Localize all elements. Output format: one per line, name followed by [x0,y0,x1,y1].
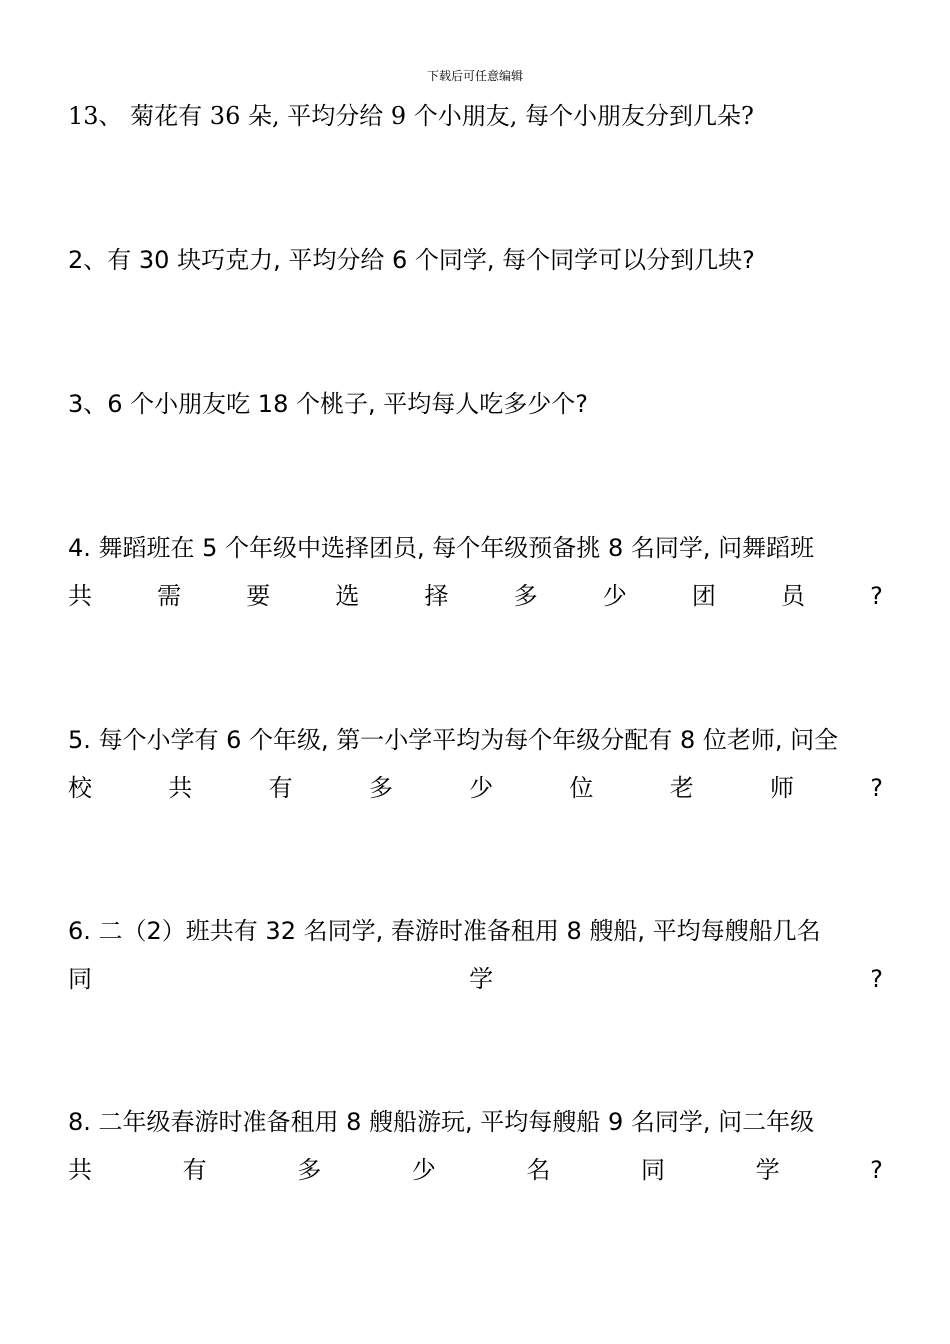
char: 同 [640,1156,665,1184]
char: 共 [68,582,92,610]
problem-13 [68,100,883,132]
char: 多 [297,1156,322,1184]
problem-text: 5. 每个小学有 6 个年级, 第一小学平均为每个年级分配有 8 位老师, 问全 [68,726,839,754]
char: 师 [769,774,794,802]
problem-text-continuation [68,772,883,804]
char: 择 [424,582,449,610]
char: 有 [268,774,293,802]
problem-6 [68,915,883,995]
char: 老 [669,774,694,802]
header-note: 下载后可任意编辑 [426,69,523,83]
char: 选 [335,582,360,610]
problem-text: 13、 菊花有 36 朵, 平均分给 9 个小朋友, 每个小朋友分到几朵? [68,102,754,130]
problem-text: 3、6 个小朋友吃 18 个桃子, 平均每人吃多少个? [68,390,588,418]
char: 名 [526,1156,551,1184]
problem-3 [68,388,883,420]
char: ? [870,774,883,802]
char: ? [870,965,883,993]
char: ? [870,582,883,610]
char: 位 [569,774,594,802]
char: 少 [411,1156,436,1184]
problem-2 [68,244,883,276]
char: 学 [469,965,494,993]
char: 有 [182,1156,207,1184]
problem-text: 2、有 30 块巧克力, 平均分给 6 个同学, 每个同学可以分到几块? [68,246,755,274]
char: 校 [68,774,92,802]
problem-text: 8. 二年级春游时准备租用 8 艘船游玩, 平均每艘船 9 名同学, 问二年级 [68,1108,815,1136]
problem-8 [68,1106,883,1186]
char: 多 [368,774,393,802]
char: 少 [469,774,494,802]
char: 学 [755,1156,780,1184]
char: 多 [513,582,538,610]
char: 少 [602,582,627,610]
problem-text: 4. 舞蹈班在 5 个年级中选择团员, 每个年级预备挑 8 名同学, 问舞蹈班 [68,534,815,562]
problem-4 [68,532,883,612]
char: 共 [68,1156,92,1184]
char: 要 [246,582,271,610]
char: 共 [168,774,193,802]
char: 同 [68,965,92,993]
char: 团 [691,582,716,610]
char: ? [870,1156,883,1184]
problem-text-continuation [68,580,883,612]
char: 员 [781,582,805,610]
problem-text: 6. 二（2）班共有 32 名同学, 春游时准备租用 8 艘船, 平均每艘船几名 [68,917,821,945]
problem-text-continuation [68,963,883,995]
problem-5 [68,724,883,804]
char: 需 [157,582,182,610]
problem-text-continuation [68,1154,883,1186]
